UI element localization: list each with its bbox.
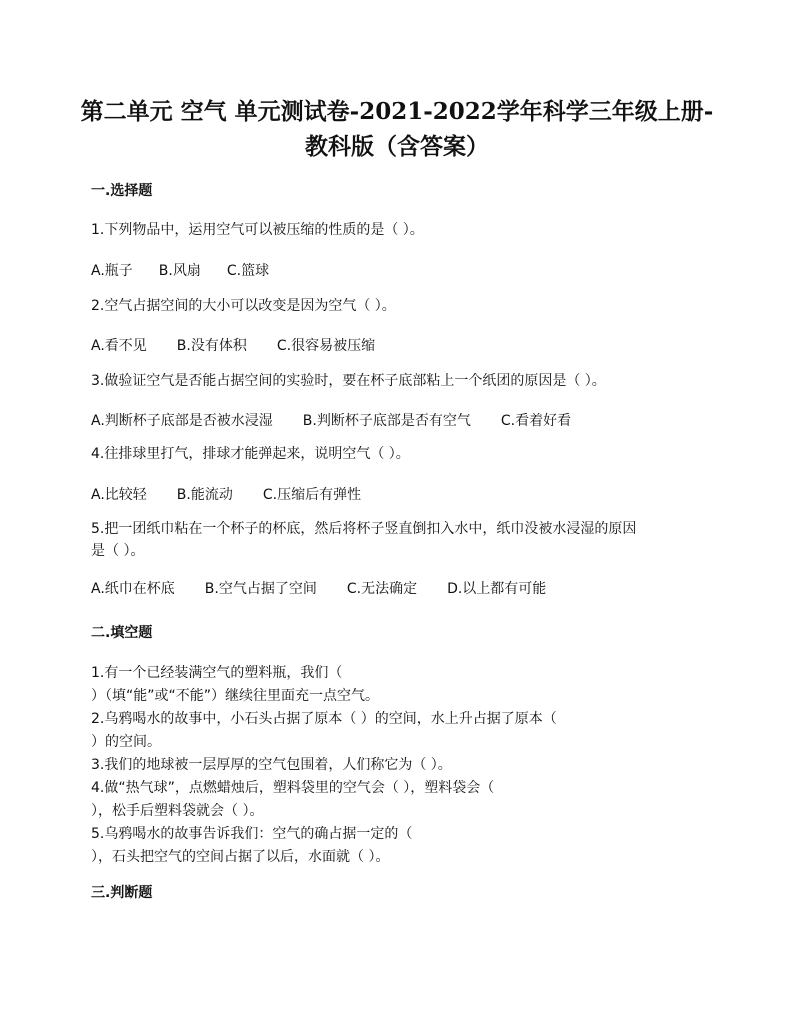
question-5-line-2: 是（ ）。 [91, 543, 145, 559]
question-3: 3.做验证空气是否能占据空间的实验时，要在杯子底部粘上一个纸团的原因是（ ）。 [91, 373, 606, 389]
question-4: 4.往排球里打气，排球才能弹起来，说明空气（ ）。 [91, 446, 410, 462]
question-4-options [91, 484, 391, 504]
option: C.看着好看 [500, 413, 572, 429]
option: A.纸巾在杯底 [91, 581, 175, 597]
fill-blank-list [91, 662, 557, 869]
option: B.风扇 [158, 263, 201, 279]
fill-line: ），石头把空气的空间占据了以后，水面就（ ）。 [91, 849, 390, 865]
option: B.能流动 [176, 487, 233, 503]
option: C.很容易被压缩 [276, 338, 376, 354]
section-heading-fill: 二.填空题 [91, 625, 153, 641]
fill-line: 4.做“热气球”，点燃蜡烛后，塑料袋里的空气会（ ），塑料袋会（ [91, 780, 495, 796]
question-1: 1.下列物品中，运用空气可以被压缩的性质的是（ ）。 [91, 222, 424, 238]
option: C.压缩后有弹性 [262, 487, 362, 503]
option: B.判断杯子底部是否有空气 [302, 413, 471, 429]
question-5-options [91, 578, 576, 598]
fill-line: 2.乌鸦喝水的故事中，小石头占据了原本（ ）的空间，水上升占据了原本（ [91, 711, 557, 727]
option: B.没有体积 [176, 338, 247, 354]
title-line-2: 教科版（含答案） [305, 133, 489, 160]
option: B.空气占据了空间 [204, 581, 317, 597]
title-line-1: 第二单元 空气 单元测试卷-2021-2022学年科学三年级上册- [80, 98, 714, 125]
question-1-options [91, 260, 295, 280]
option: A.比较轻 [91, 487, 147, 503]
fill-line: 3.我们的地球被一层厚厚的空气包围着，人们称它为（ ）。 [91, 757, 452, 773]
option: C.无法确定 [346, 581, 418, 597]
section-heading-choice: 一.选择题 [91, 183, 153, 199]
question-2-options [91, 335, 405, 355]
document-title [60, 94, 734, 164]
option: A.判断杯子底部是否被水浸湿 [91, 413, 273, 429]
fill-line: ）的空间。 [91, 734, 161, 750]
fill-line: ），松手后塑料袋就会（ ）。 [91, 803, 264, 819]
question-3-options [91, 410, 601, 430]
option: A.瓶子 [91, 263, 133, 279]
fill-line: 1.有一个已经装满空气的塑料瓶，我们（ [91, 665, 343, 681]
fill-line: 5.乌鸦喝水的故事告诉我们：空气的确占据一定的（ [91, 826, 413, 842]
question-5-line-1: 5.把一团纸巾粘在一个杯子的杯底，然后将杯子竖直倒扣入水中，纸巾没被水浸湿的原因 [91, 521, 637, 537]
section-heading-judge: 三.判断题 [91, 885, 153, 901]
question-5 [91, 518, 636, 562]
option: D.以上都有可能 [447, 581, 547, 597]
option: C.篮球 [226, 263, 270, 279]
fill-line: ）（填“能”或“不能”）继续往里面充一点空气。 [91, 688, 380, 704]
question-2: 2.空气占据空间的大小可以改变是因为空气（ ）。 [91, 298, 396, 314]
option: A.看不见 [91, 338, 147, 354]
